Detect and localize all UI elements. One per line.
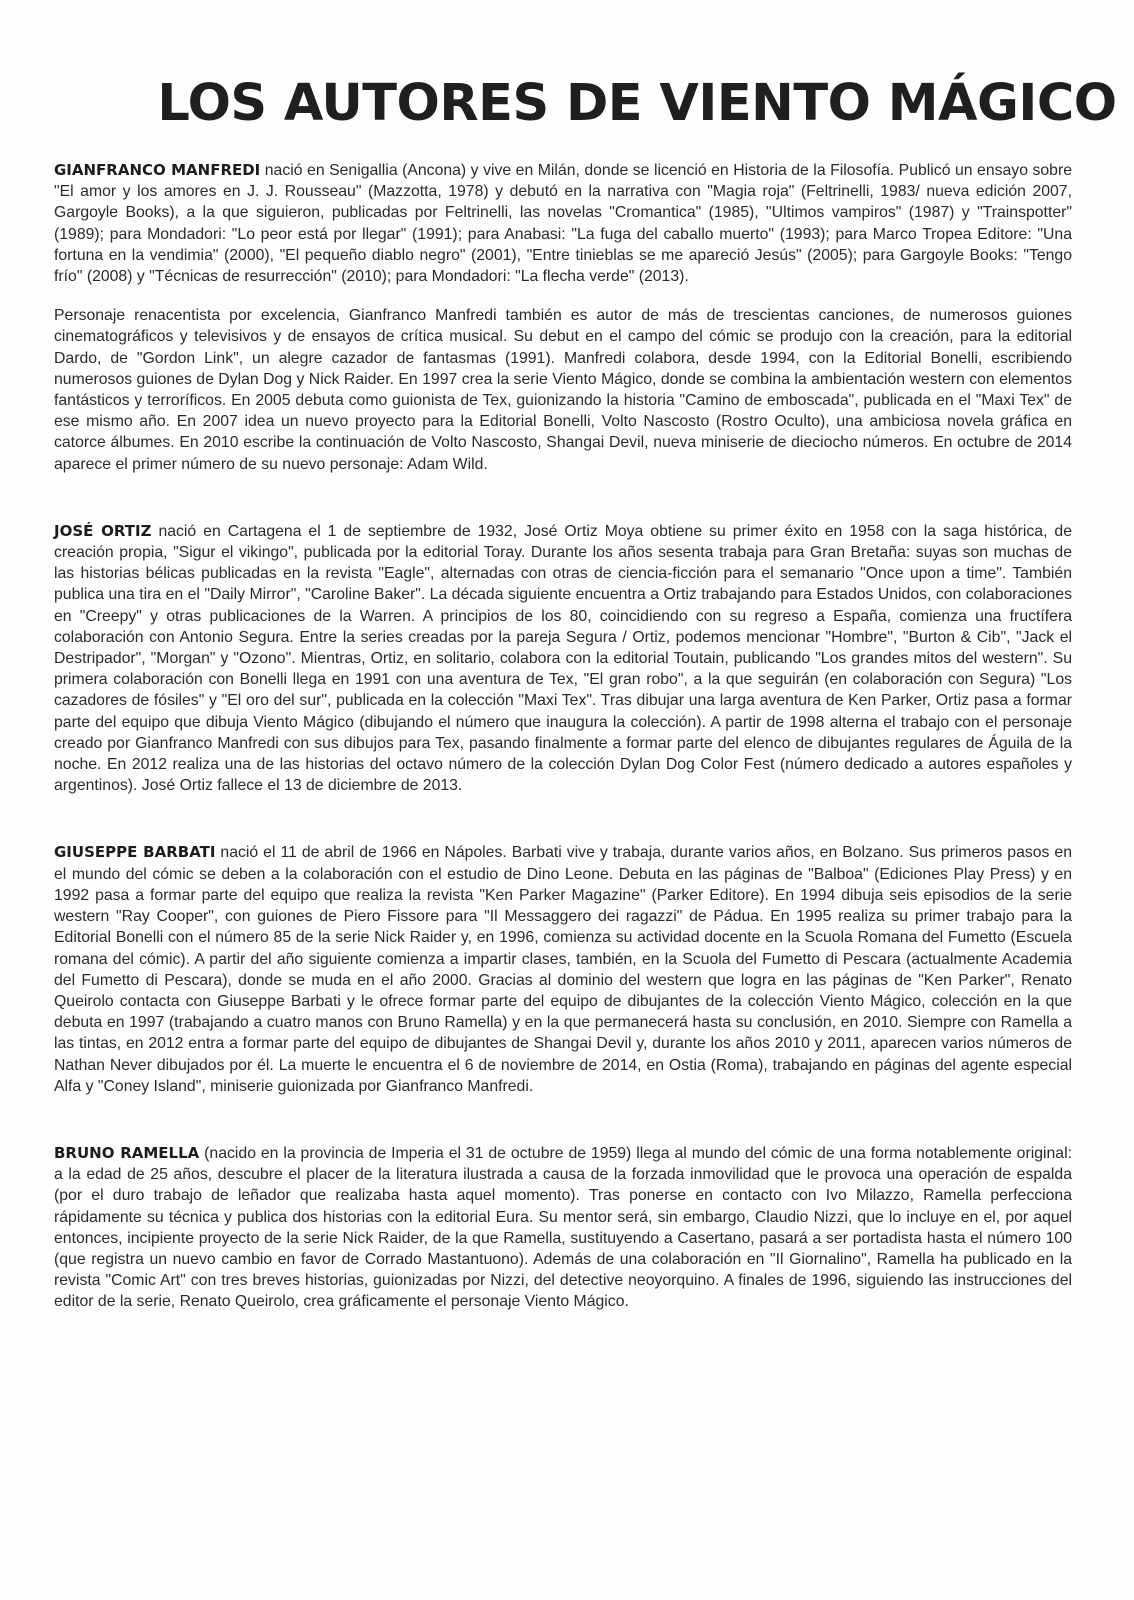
author-name: JOSÉ ORTIZ — [54, 521, 152, 540]
author-name: GIUSEPPE BARBATI — [54, 843, 216, 862]
bio-text: (nacido en la provincia de Imperia el 31 de octubre de 1959) llega al mundo del cómic de una forma notablemente original: a la edad de 25 años, descubre el placer de la literatura ilustrada a causa de la forzada inmovilidad que le provoca una operación de espalda (por el duro trabajo de leñador que realizaba hasta aquel momento). Tras ponerse en contacto con Ivo Milazzo, Ramella perfecciona rápidamente su técnica y publica dos historias con la editorial Eura. Su mentor será, sin embargo, Claudio Nizzi, que lo incluye en el, por aquel entonces, incipiente proyecto de la serie Nick Raider, de la que Ramella, sustituyendo a Casertano, pasará a ser portadista hasta el número 100 (que registra un nuevo cambio en favor de Corrado Mastantuono). Además de una colaboración en "Il Giornalino", Ramella ha publicado en la revista "Comic Art" con tres breves historias, guionizadas por Nizzi, del detective neoyorquino. A finales de 1996, siguiendo las instrucciones del editor de la serie, Renato Queirolo, crea gráficamente el personaje Viento Mágico. — [54, 1144, 1072, 1311]
bio-paragraph — [54, 842, 1072, 1096]
bio-paragraph — [54, 160, 1072, 287]
bio-text: nació el 11 de abril de 1966 en Nápoles. Barbati vive y trabaja, durante varios años, en Bolzano. Sus primeros pasos en el mundo del cómic se deben a la colaboración con el estudio de Dino Leone. Debuta en las páginas de "Balboa" (Ediciones Play Press) y en 1992 pasa a formar parte del equipo que realiza la revista "Ken Parker Magazine" (Parker Editore). En 1994 dibuja seis episodios de la serie western "Ray Cooper", con guiones de Piero Fissore para "Il Messaggero dei ragazzi" de Pádua. En 1995 realiza su primer trabajo para la Editorial Bonelli con el número 85 de la serie Nick Raider y, en 1996, comienza su actividad docente en la Scuola Romana del Fumetto (Escuela romana del cómic). A partir del año siguiente comienza a impartir clases, también, en la Scuola del Fumetto di Pescara (actualmente Academia del Fumetto di Pescara), donde se muda en el año 2000. Gracias al dominio del western que logra en las páginas de "Ken Parker", Renato Queirolo contacta con Giuseppe Barbati y le ofrece formar parte del equipo de dibujantes de la colección Viento Mágico, colección en la que debuta en 1997 (trabajando a cuatro manos con Bruno Ramella) y en la que permanecerá hasta su conclusión, en 2010. Siempre con Ramella a las tintas, en 2012 entra a formar parte del equipo de dibujantes de Shangai Devil y, durante los años 2010 y 2011, aparecen varios números de Nathan Never dibujados por él. La muerte le encuentra el 6 de noviembre de 2014, en Ostia (Roma), trabajando en páginas del agente especial Alfa y "Coney Island", miniserie guionizada por Gianfranco Manfredi. — [54, 844, 1072, 1095]
author-bio-manfredi — [54, 160, 1072, 475]
bio-paragraph — [54, 521, 1072, 797]
page-title: LOS AUTORES DE VIENTO MÁGICO — [157, 74, 1117, 133]
author-bio-ortiz — [54, 521, 1072, 797]
author-name: BRUNO RAMELLA — [54, 1143, 200, 1162]
author-name: GIANFRANCO MANFREDI — [54, 161, 261, 179]
article-body — [54, 160, 1072, 1313]
author-bio-barbati — [54, 842, 1072, 1096]
bio-text: nació en Cartagena el 1 de septiembre de 1932, José Ortiz Moya obtiene su primer éxito en 1958 con la saga histórica, de creación propia, "Sigur el vikingo", publicada por la editorial Toray. Durante los años sesenta trabaja para Gran Bretaña: suyas son muchas de las historias bélicas publicadas en la revista "Eagle", alternadas con otras de ciencia-ficción para el semanario "Once upon a time". También publica una tira en el "Daily Mirror", "Caroline Baker". La década siguiente encuentra a Ortiz trabajando para Estados Unidos, con colaboraciones en "Creepy" y otras publicaciones de la Warren. A principios de los 80, coincidiendo con su regreso a España, comienza una fructífera colaboración con Antonio Segura. Entre la series creadas por la pareja Segura / Ortiz, podemos mencionar "Hombre", "Burton & Cib", "Jack el Destripador", "Morgan" y "Ozono". Mientras, Ortiz, en solitario, colabora con la editorial Toutain, publicando "Los grandes mitos del western". Su primera colaboración con Bonelli llega en 1991 con una aventura de Tex, "El gran robo", a la que seguirán (en colaboración con Segura) "Los cazadores de fósiles" y "El oro del sur", publicada en la colección "Maxi Tex". Tras dibujar una larga aventura de Ken Parker, Ortiz pasa a formar parte del equipo que dibuja Viento Mágico (dibujando el número que inaugura la colección). A partir de 1998 alterna el trabajo con el personaje creado por Gianfranco Manfredi con sus dibujos para Tex, pasando finalmente a formar parte del elenco de dibujantes regulares de Águila de la noche. En 2012 realiza una de las historias del octavo número de la colección Dylan Dog Color Fest (número dedicado a autores españoles y argentinos). José Ortiz fallece el 13 de diciembre de 2013. — [54, 522, 1072, 795]
bio-text: Personaje renacentista por excelencia, Gianfranco Manfredi también es autor de más de trescientas canciones, de numerosos guiones cinematográficos y televisivos y de ensayos de crítica musical. Su debut en el campo del cómic se produjo con la creación, para la editorial Dardo, de "Gordon Link", un alegre cazador de fantasmas (1991). Manfredi colabora, desde 1994, con la Editorial Bonelli, escribiendo numerosos guiones de Dylan Dog y Nick Raider. En 1997 crea la serie Viento Mágico, donde se combina la ambientación western con elementos fantásticos y terroríficos. En 2005 debuta como guionista de Tex, guionizando la historia "Camino de emboscada", publicada en el "Maxi Tex" de ese mismo año. En 2007 idea un nuevo proyecto para la Editorial Bonelli, Volto Nascosto (Rostro Oculto), una ambiciosa novela gráfica en catorce álbumes. En 2010 escribe la continuación de Volto Nascosto, Shangai Devil, nueva miniserie de dieciocho números. En octubre de 2014 aparece el primer número de su nuevo personaje: Adam Wild. — [54, 307, 1072, 473]
bio-paragraph — [54, 305, 1072, 475]
author-bio-ramella — [54, 1143, 1072, 1313]
bio-paragraph — [54, 1143, 1072, 1313]
bio-text: nació en Senigallia (Ancona) y vive en Milán, donde se licenció en Historia de la Filosofía. Publicó un ensayo sobre "El amor y los amores en J. J. Rousseau" (Mazzotta, 1978) y debutó en la narrativa con "Magia roja" (Feltrinelli, 1983/ nueva edición 2007, Gargoyle Books), a la que siguieron, publicadas por Feltrinelli, las novelas "Cromantica" (1985), "Ultimos vampiros" (1987) y "Trainspotter" (1989); para Mondadori: "Lo peor está por llegar" (1991); para Anabasi: "La fuga del caballo muerto" (1993); para Marco Tropea Editore: "Una fortuna en la vendimia" (2000), "El pequeño diablo negro" (2001), "Entre tinieblas se me apareció Jesús" (2005); para Gargoyle Books: "Tengo frío" (2008) y "Técnicas de resurrección" (2010); para Mondadori: "La flecha verde" (2013). — [54, 162, 1072, 286]
